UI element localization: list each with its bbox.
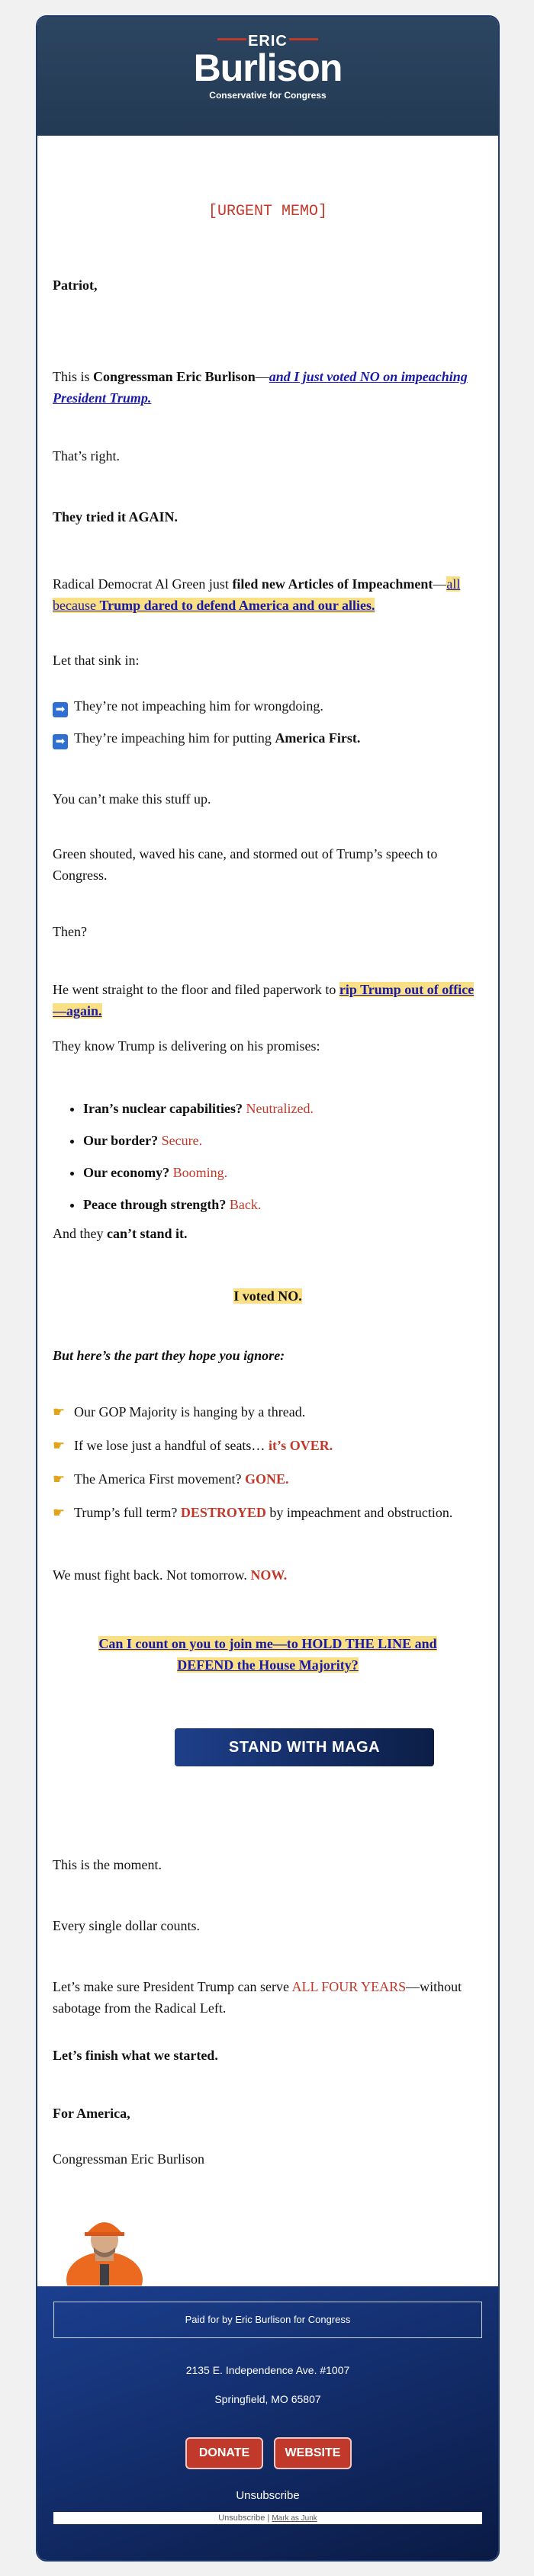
urgent-memo-label: [URGENT MEMO] bbox=[207, 203, 328, 220]
link-plain: all because bbox=[53, 576, 461, 613]
logo-stripe bbox=[289, 38, 318, 40]
warning-red: it’s OVER. bbox=[268, 1438, 333, 1453]
floor-prefix: He went straight to the floor and filed paperwork to bbox=[53, 982, 339, 997]
unsubscribe-link[interactable]: Unsubscribe bbox=[236, 2489, 300, 2502]
promise-label: Our border? bbox=[83, 1133, 159, 1148]
warning-text: Our GOP Majority is hanging by a thread. bbox=[74, 1404, 306, 1420]
header-banner bbox=[37, 17, 498, 136]
warning-suffix: by impeachment and obstruction. bbox=[265, 1505, 453, 1520]
arrow-right-icon: ➡ bbox=[53, 702, 68, 717]
warning-red: DESTROYED bbox=[180, 1505, 266, 1520]
promise-label: Iran’s nuclear capabilities? bbox=[83, 1101, 243, 1116]
arrow-right-icon: ➡ bbox=[53, 734, 68, 749]
four-years-red: ALL FOUR YEARS bbox=[291, 1979, 407, 1994]
mark-as-junk-link[interactable]: Mark as Junk bbox=[272, 2514, 317, 2523]
link-bold: Trump dared to defend America and our allies. bbox=[99, 598, 375, 613]
fight-back-prefix: We must fight back. Not tomorrow. bbox=[53, 1567, 251, 1583]
logo-tagline: Conservative for Congress bbox=[209, 90, 327, 101]
promise-status: Booming. bbox=[172, 1165, 228, 1180]
green-bold: filed new Articles of Impeachment bbox=[232, 576, 433, 592]
warning-item bbox=[53, 1435, 483, 1456]
cant-make-text: You can’t make this stuff up. bbox=[53, 791, 211, 807]
green-dash: — bbox=[433, 576, 447, 592]
intro-name: Congressman Eric Burlison bbox=[93, 369, 256, 384]
fight-back-text bbox=[53, 1564, 483, 1586]
let-sink-text: Let that sink in: bbox=[53, 653, 140, 668]
floor-paragraph bbox=[53, 979, 483, 1022]
intro-dash: — bbox=[255, 369, 269, 384]
logo-stripe bbox=[217, 38, 246, 40]
campaign-logo bbox=[37, 34, 498, 101]
arrow-item-bold: America First. bbox=[275, 730, 361, 746]
warning-red: GONE. bbox=[244, 1471, 289, 1487]
intro-prefix: This is bbox=[53, 369, 94, 384]
intro-paragraph bbox=[53, 366, 483, 409]
thats-right-text: That’s right. bbox=[53, 448, 120, 464]
promise-status: Back. bbox=[229, 1197, 262, 1212]
list-item bbox=[83, 1162, 483, 1183]
list-item bbox=[83, 1194, 483, 1215]
separator: | bbox=[267, 2513, 270, 2523]
arrow-item bbox=[53, 727, 483, 749]
address-line-2: Springfield, MO 65807 bbox=[214, 2393, 321, 2405]
warning-item bbox=[53, 1401, 483, 1423]
promise-label: Our economy? bbox=[83, 1165, 170, 1180]
tried-again-text: They tried it AGAIN. bbox=[53, 509, 178, 525]
donate-button[interactable]: DONATE bbox=[185, 2437, 263, 2469]
warning-text: Trump’s full term? bbox=[74, 1505, 181, 1520]
four-years-suffix: —without sabotage from the Radical Left. bbox=[53, 1979, 462, 2016]
cant-stand-text bbox=[53, 1223, 483, 1244]
pointing-hand-icon: ☛ bbox=[53, 1438, 66, 1453]
green-paragraph bbox=[53, 573, 483, 616]
email-card bbox=[36, 15, 500, 2562]
cta-paragraph bbox=[83, 1633, 452, 1676]
unsubscribe-bar-link[interactable]: Unsubscribe bbox=[218, 2513, 265, 2523]
list-item bbox=[83, 1130, 483, 1151]
arrow-item-text: They’re not impeaching him for wrongdoing. bbox=[74, 698, 323, 714]
list-item bbox=[83, 1098, 483, 1119]
cant-stand-prefix: And they bbox=[53, 1226, 107, 1241]
pointing-hand-icon: ☛ bbox=[53, 1471, 66, 1487]
four-years-text bbox=[53, 1976, 483, 2019]
promise-status: Neutralized. bbox=[246, 1101, 314, 1116]
green-shouted-text: Green shouted, waved his cane, and stormed out of Trump’s speech to Congress. bbox=[53, 846, 438, 883]
website-button[interactable]: WEBSITE bbox=[274, 2437, 352, 2469]
moment-text: This is the moment. bbox=[53, 1857, 162, 1872]
warning-text: If we lose just a handful of seats… bbox=[74, 1438, 269, 1453]
promise-status: Secure. bbox=[161, 1133, 203, 1148]
address-line-1: 2135 E. Independence Ave. #1007 bbox=[185, 2364, 350, 2376]
green-prefix: Radical Democrat Al Green just bbox=[53, 576, 233, 592]
arrow-item-text: They’re impeaching him for putting bbox=[74, 730, 275, 746]
warning-item bbox=[53, 1502, 483, 1523]
rip-trump-link[interactable]: rip Trump out of office—again. bbox=[53, 982, 474, 1019]
voted-no-link[interactable]: and I just voted NO on impeaching President Trump. bbox=[53, 369, 468, 406]
candidate-photo bbox=[53, 2197, 156, 2286]
logo-last-name: Burlison bbox=[193, 47, 343, 89]
four-years-prefix: Let’s make sure President Trump can serve bbox=[53, 1979, 292, 1994]
every-dollar-text: Every single dollar counts. bbox=[53, 1918, 200, 1933]
paid-for-box: Paid for by Eric Burlison for Congress bbox=[53, 2302, 482, 2338]
then-text: Then? bbox=[53, 924, 87, 939]
cant-stand-bold: can’t stand it. bbox=[107, 1226, 188, 1241]
pointing-hand-icon: ☛ bbox=[53, 1404, 66, 1420]
arrow-item bbox=[53, 695, 483, 717]
warning-text: The America First movement? bbox=[74, 1471, 245, 1487]
for-america-text: For America, bbox=[53, 2106, 130, 2121]
logo-first-name: ERIC bbox=[248, 33, 288, 50]
signature-text: Congressman Eric Burlison bbox=[53, 2151, 204, 2167]
promises-list bbox=[53, 1098, 483, 1226]
fight-back-now: NOW. bbox=[250, 1567, 288, 1583]
delivering-text: They know Trump is delivering on his promises: bbox=[53, 1038, 320, 1054]
greeting: Patriot, bbox=[53, 277, 98, 293]
stand-with-maga-button[interactable]: STAND WITH MAGA bbox=[175, 1728, 434, 1766]
hope-ignore-text: But here’s the part they hope you ignore: bbox=[53, 1348, 285, 1363]
finish-text: Let’s finish what we started. bbox=[53, 2048, 218, 2063]
unsubscribe-bar bbox=[53, 2512, 482, 2524]
promise-label: Peace through strength? bbox=[83, 1197, 227, 1212]
warning-item bbox=[53, 1468, 483, 1490]
footer bbox=[37, 2286, 498, 2561]
pointing-hand-icon: ☛ bbox=[53, 1505, 66, 1520]
hold-the-line-link[interactable]: Can I count on you to join me—to HOLD THE LINE and DEFEND the House Majority? bbox=[98, 1636, 437, 1673]
voted-no-callout bbox=[53, 1285, 483, 1307]
voted-no-text: I voted NO. bbox=[233, 1288, 302, 1304]
